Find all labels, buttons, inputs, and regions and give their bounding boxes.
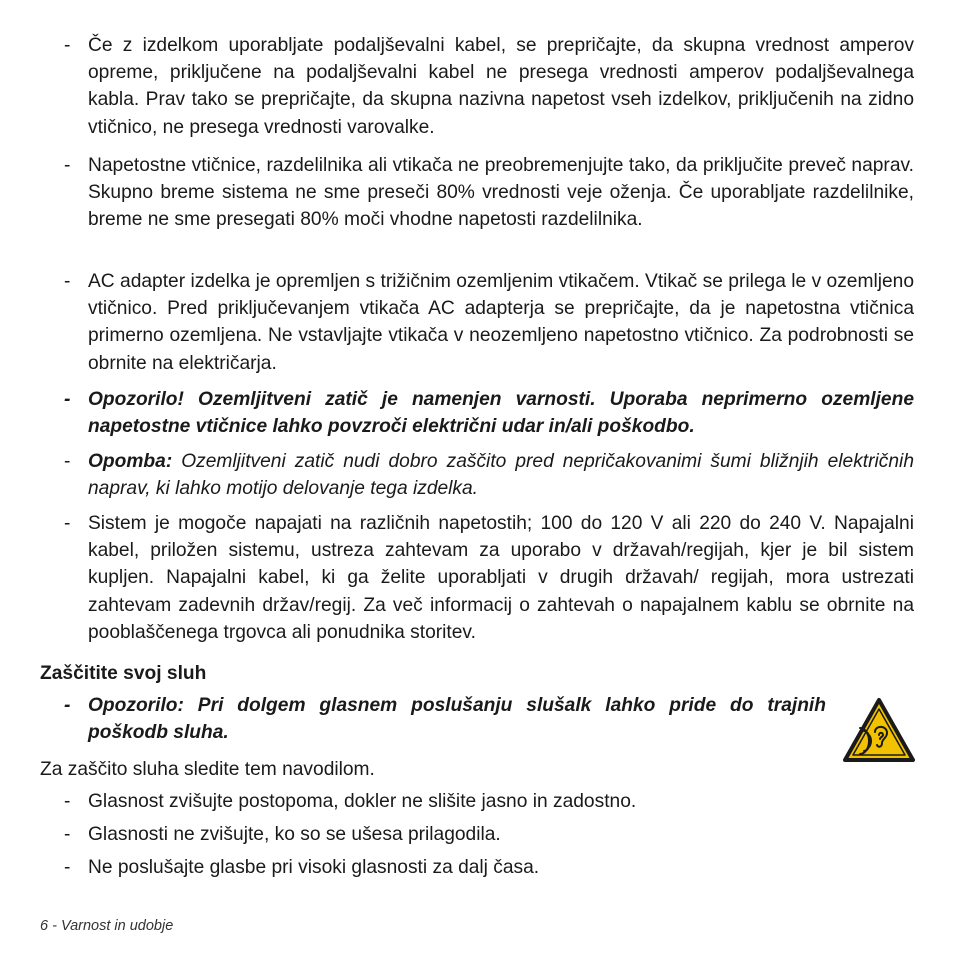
- list-item: [64, 788, 914, 815]
- list-item: [64, 32, 914, 141]
- bullet-dash: -: [64, 155, 71, 176]
- bullet-dash: -: [64, 513, 71, 534]
- page-footer: 6 - Varnost in udobje: [40, 918, 174, 934]
- note-body: Ozemljitveni zatič nudi dobro zaščito pred nepričakovanimi šumi bližnjih električnih naprav, ki lahko motijo delovanje tega izdelka.: [88, 451, 914, 500]
- bullet-dash: -: [64, 35, 71, 56]
- note-item: [64, 448, 914, 502]
- bullet-dash: -: [64, 451, 71, 472]
- bullet-text: Napetostne vtičnice, razdelilnika ali vtikača ne preobremenjujte tako, da priključite preveč naprav. Skupno breme sistema ne sme preseči 80% vrednosti veje oženja. Če uporabljate razdelilnike, breme ne sme presegati 80% moči vhodne napetosti razdelilnika.: [88, 155, 914, 231]
- bullet-text: Ne poslušajte glasbe pri visoki glasnosti za dalj časa.: [88, 857, 540, 878]
- list-item: [64, 821, 914, 848]
- list-item: [64, 152, 914, 234]
- bullet-text: Glasnost zvišujte postopoma, dokler ne slišite jasno in zadostno.: [88, 791, 637, 812]
- note-text: [88, 448, 914, 502]
- bullet-text: Če z izdelkom uporabljate podaljševalni kabel, se prepričajte, da skupna vrednost amperov opreme, priključene na podaljševalni kabel ne presega vrednosti amperov podaljševalnega kabla. Prav tako se prepričajte, da skupna nazivna napetost vseh izdelkov, priključenih na zidno vtičnico, ne presega vrednosti varovalke.: [88, 35, 914, 138]
- hearing-warning-item: [64, 692, 826, 746]
- list-item: [64, 854, 914, 881]
- bullet-dash: -: [64, 857, 71, 878]
- bullet-dash: -: [64, 389, 71, 410]
- instructions-intro: Za zaščito sluha sledite tem navodilom.: [40, 759, 375, 780]
- list-item: [64, 510, 914, 646]
- hearing-warning-text: Opozorilo: Pri dolgem glasnem poslušanju slušalk lahko pride do trajnih poškodb sluha.: [88, 695, 826, 744]
- bullet-text: AC adapter izdelka je opremljen s trižičnim ozemljenim vtikačem. Vtikač se prilega le v ozemljeno vtičnico. Pred priključevanjem vtikača AC adapterja se prepričajte, da je napetostna vtičnica primerno ozemljena. Ne vstavljajte vtikača v neozemljeno napetostno vtičnico. Za podrobnosti se obrnite na električarja.: [88, 271, 914, 374]
- bullet-dash: -: [64, 271, 71, 292]
- bullet-dash: -: [64, 824, 71, 845]
- bullet-text: Sistem je mogoče napajati na različnih napetostih; 100 do 120 V ali 220 do 240 V. Napajalni kabel, priložen sistemu, ustreza zahtevam za uporabo v državah/regijah, kjer je bil sistem kupljen. Napajalni kabel, ki ga želite uporabljati v drugih državah/ regijah, mora ustrezati zahtevam zadevnih držav/regij. Za več informacij o zahtevah o napajalnem kablu se obrnite na pooblaščenega trgovca ali ponudnika storitev.: [88, 513, 914, 643]
- section-heading: Zaščitite svoj sluh: [40, 663, 207, 684]
- note-label: Opomba:: [88, 451, 173, 472]
- warning-item: [64, 386, 914, 440]
- bullet-dash: -: [64, 791, 71, 812]
- list-item: [64, 268, 914, 377]
- hearing-warning-icon: [842, 697, 916, 763]
- bullet-dash: -: [64, 695, 71, 716]
- warning-text: Opozorilo! Ozemljitveni zatič je namenjen varnosti. Uporaba neprimerno ozemljene napetostne vtičnice lahko povzroči električni udar in/ali poškodbo.: [88, 389, 914, 438]
- bullet-text: Glasnosti ne zvišujte, ko so se ušesa prilagodila.: [88, 824, 501, 845]
